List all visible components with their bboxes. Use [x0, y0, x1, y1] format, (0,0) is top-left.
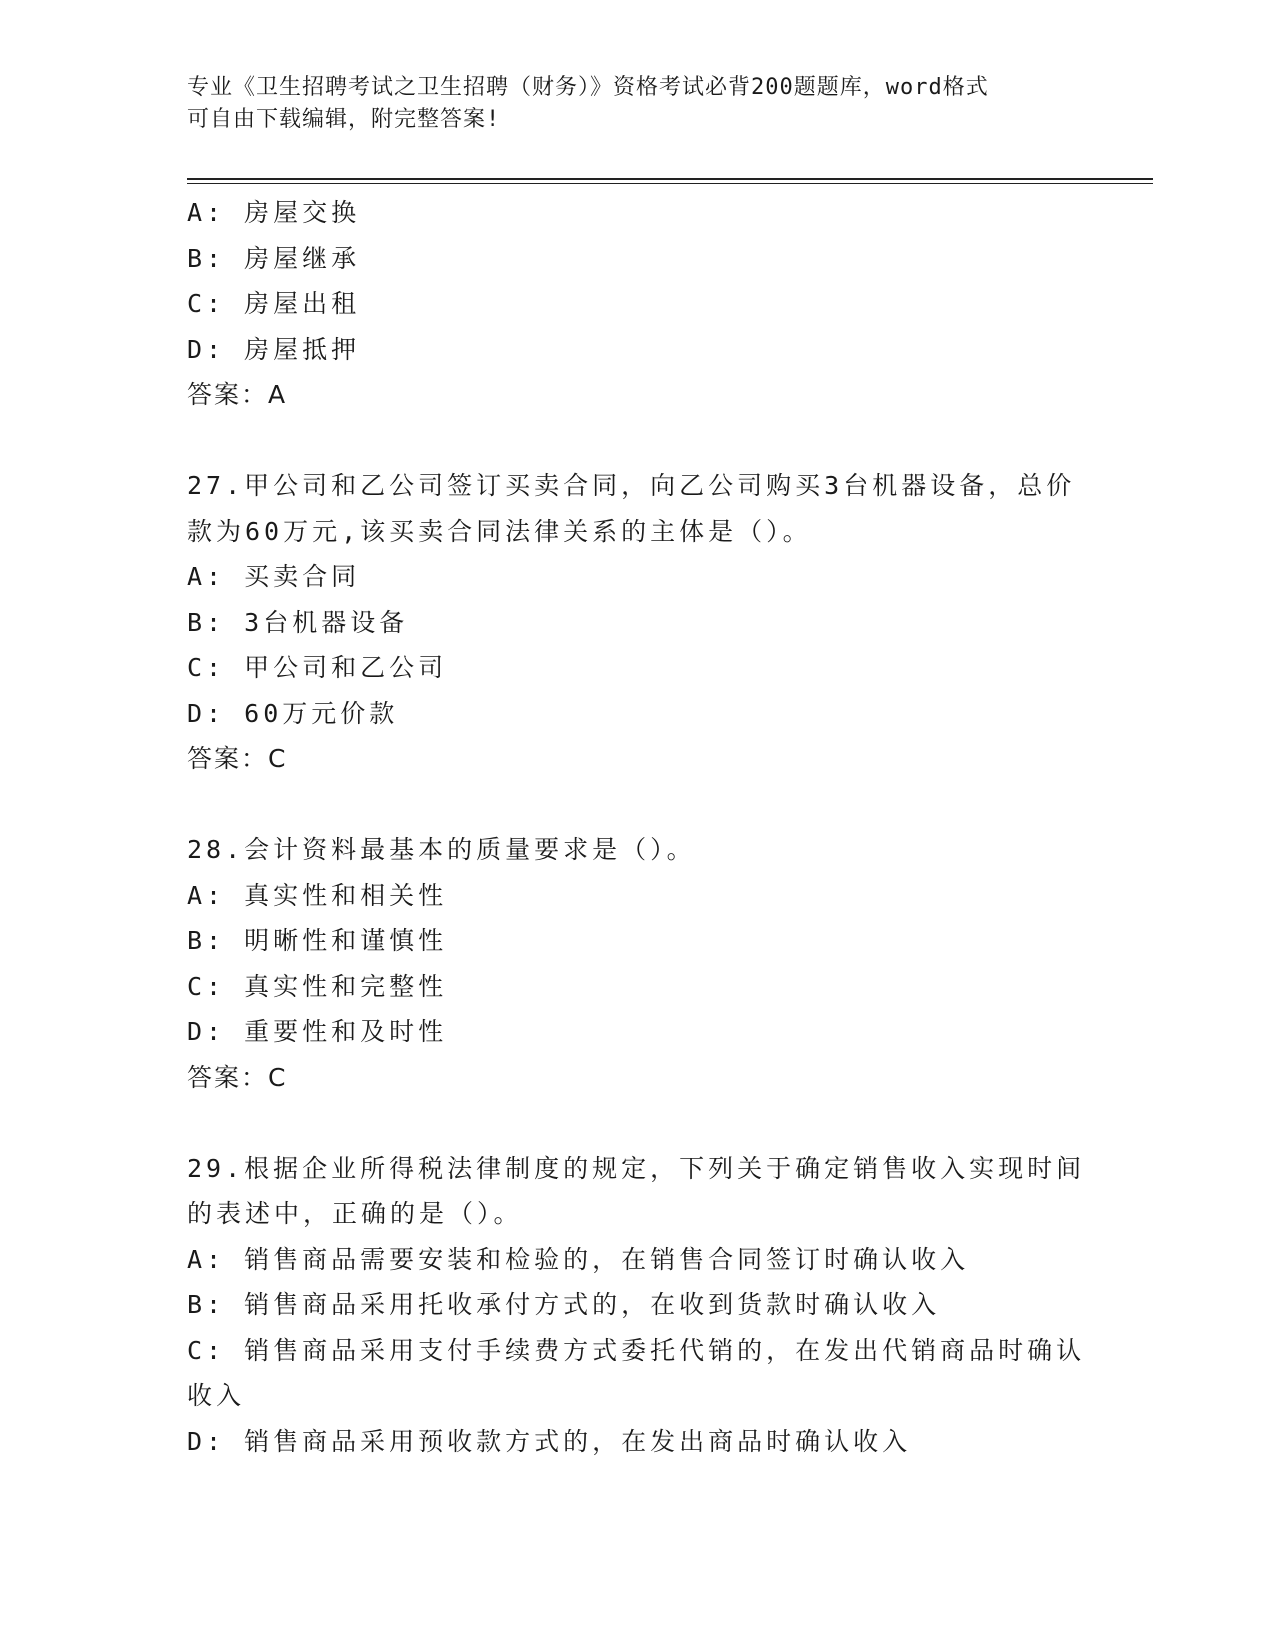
header-divider-thick — [187, 178, 1153, 180]
question-text-line: 款为60万元,该买卖合同法律关系的主体是（）。 — [187, 516, 812, 546]
option-b: B: 3台机器设备 — [187, 607, 409, 637]
question-text-line: 的表述中，正确的是（）。 — [187, 1199, 523, 1228]
question-list — [187, 190, 1087, 1464]
option-b: B: 房屋继承 — [187, 243, 361, 273]
option-b: B: 销售商品采用托收承付方式的，在收到货款时确认收入 — [187, 1290, 941, 1319]
option-d: D: 重要性和及时性 — [187, 1017, 448, 1046]
question-28 — [187, 827, 1087, 1100]
option-a: A: 销售商品需要安装和检验的，在销售合同签订时确认收入 — [187, 1244, 970, 1274]
option-d: D: 房屋抵押 — [187, 334, 361, 364]
question-27 — [187, 463, 1087, 782]
answer-text: 答案：C — [187, 1062, 288, 1092]
document-header — [187, 72, 1087, 136]
question-text-line: 29.根据企业所得税法律制度的规定，下列关于确定销售收入实现时间 — [187, 1153, 1086, 1183]
option-d: D: 60万元价款 — [187, 698, 399, 728]
question-29 — [187, 1146, 1087, 1465]
question-text-line: 28.会计资料最基本的质量要求是（）。 — [187, 835, 696, 864]
option-b: B: 明晰性和谨慎性 — [187, 926, 448, 955]
option-d: D: 销售商品采用预收款方式的，在发出商品时确认收入 — [187, 1426, 912, 1456]
answer-text: 答案：A — [187, 380, 288, 409]
question-26-tail — [187, 190, 1087, 418]
option-c: C: 房屋出租 — [187, 289, 361, 318]
option-c: C: 销售商品采用支付手续费方式委托代销的，在发出代销商品时确认 — [187, 1335, 1086, 1365]
spacer — [187, 1100, 1087, 1146]
header-divider-thin — [187, 183, 1153, 184]
spacer — [187, 782, 1087, 828]
option-a: A: 买卖合同 — [187, 562, 361, 591]
answer-text: 答案：C — [187, 744, 288, 773]
option-c-continued: 收入 — [187, 1381, 246, 1410]
option-a: A: 真实性和相关性 — [187, 880, 448, 910]
option-c: C: 真实性和完整性 — [187, 971, 448, 1001]
spacer — [187, 418, 1087, 464]
question-text-line: 27.甲公司和乙公司签订买卖合同，向乙公司购买3台机器设备，总价 — [187, 471, 1076, 500]
option-a: A: 房屋交换 — [187, 198, 361, 227]
header-line-2: 可自由下载编辑，附完整答案! — [187, 107, 501, 132]
header-line-1: 专业《卫生招聘考试之卫生招聘（财务）》资格考试必背200题题库，word格式 — [187, 75, 989, 100]
option-c: C: 甲公司和乙公司 — [187, 653, 448, 682]
